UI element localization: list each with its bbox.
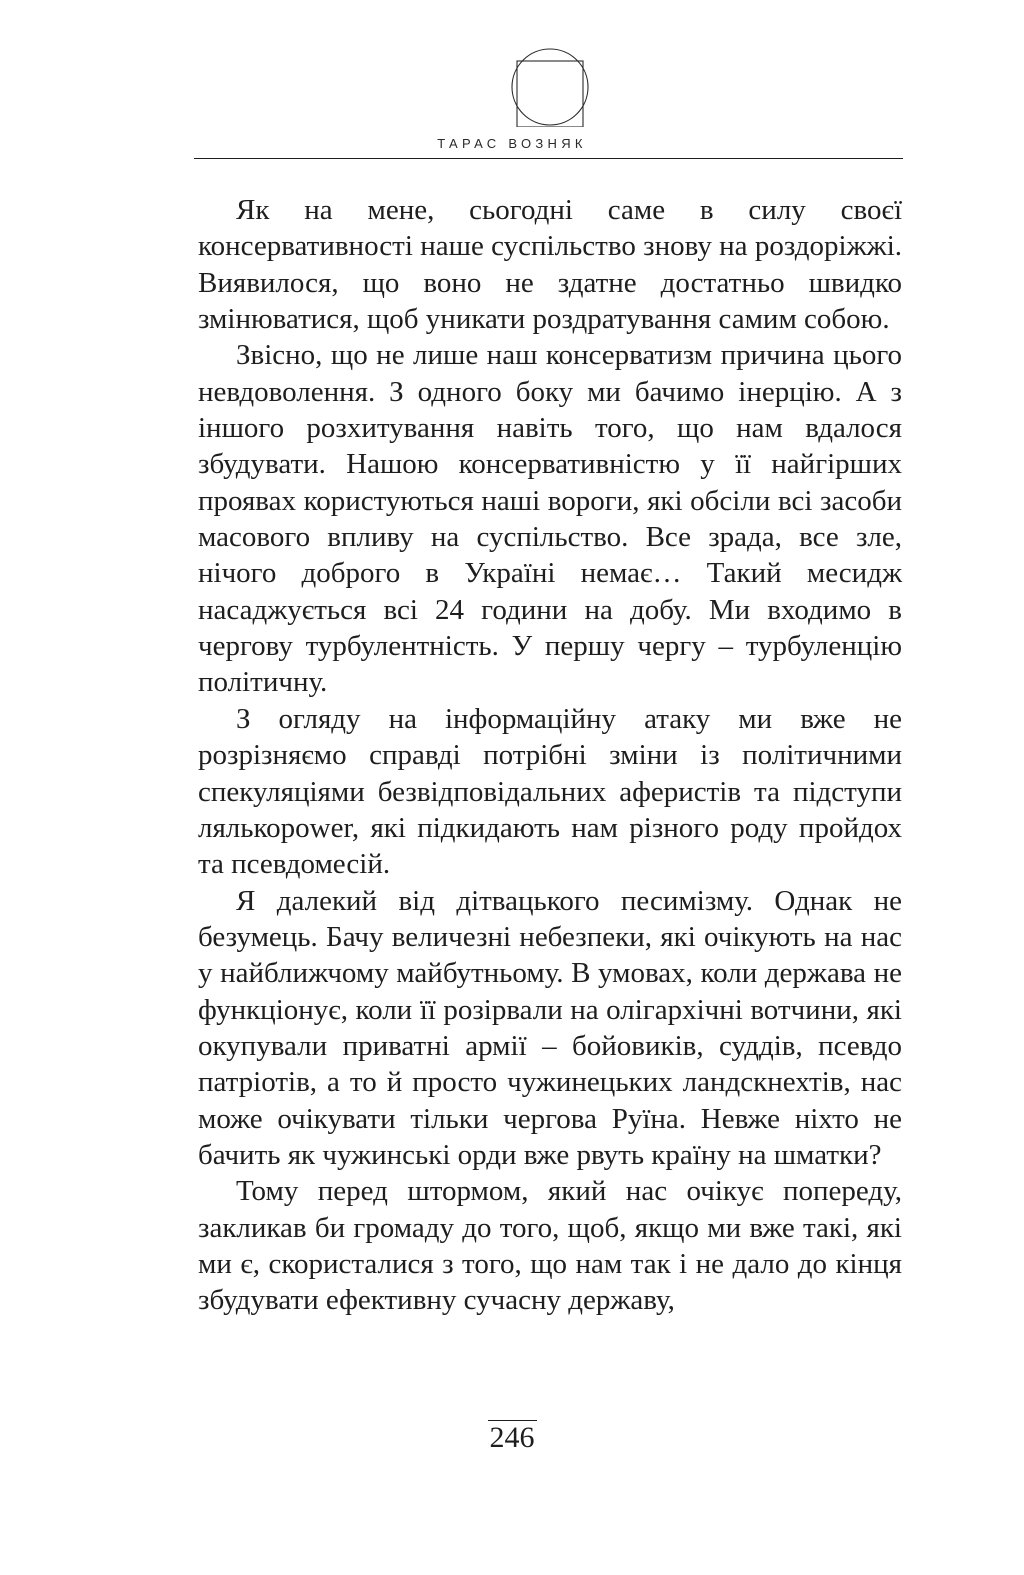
paragraph-1: Як на мене, сьогодні саме в силу своєї консервативності наше суспільство знову на роздоріжжі. Виявилося, що воно не здатне достатньо швидко змінюватися, щоб уникати роздратування самим собою.: [198, 194, 902, 336]
page-body-text: [198, 192, 902, 1319]
running-header-author: ТАРАС ВОЗНЯК: [437, 136, 587, 151]
paragraph-3: З огляду на інформаційну атаку ми вже не розрізняємо справді потрібні зміни із політичними спекуляціями безвідповідальних аферистів та підступи лялькоpower, які підкидають нам різного роду пройдох та псевдомесій.: [198, 702, 902, 881]
paragraph-4: Я далекий від дітвацького песимізму. Однак не безумець. Бачу величезні небезпеки, які очікують на нас у найближчому майбутньому. В умовах, коли держава не функціонує, коли її розірвали на олігархічні вотчини, які окупували приватні армії – бойовиків, суддів, псевдо патріотів, а то й просто чужинецьких ландскнехтів, нас може очікувати тільки чергова Руїна. Невже ніхто не бачить як чужинські орди вже рвуть країну на шматки?: [198, 884, 902, 1171]
page-number: [0, 1420, 1024, 1455]
paragraph-2: Звісно, що не лише наш консерватизм причина цього невдоволення. З одного боку ми бачимо інерцію. А з іншого розхитування навіть того, що нам вдалося збудувати. Нашою консервативністю у її найгірших проявах користуються наші вороги, які обсіли всі засоби масового впливу на суспільство. Все зрада, все зле, нічого доброго в Україні немає… Такий месидж насаджується всі 24 години на добу. Ми входимо в чергову турбулентність. У першу чергу – турбуленцію політичну.: [198, 339, 902, 699]
page-number-value: 246: [489, 1421, 535, 1454]
header-divider: [194, 158, 903, 159]
circle-square-logo-icon: [510, 47, 590, 127]
paragraph-5: Тому перед штормом, який нас очікує попереду, закликав би громаду до того, щоб, якщо ми вже такі, які ми є, скористалися з того, що нам так і не дало до кінця збудувати ефективну сучасну державу,: [198, 1175, 902, 1317]
